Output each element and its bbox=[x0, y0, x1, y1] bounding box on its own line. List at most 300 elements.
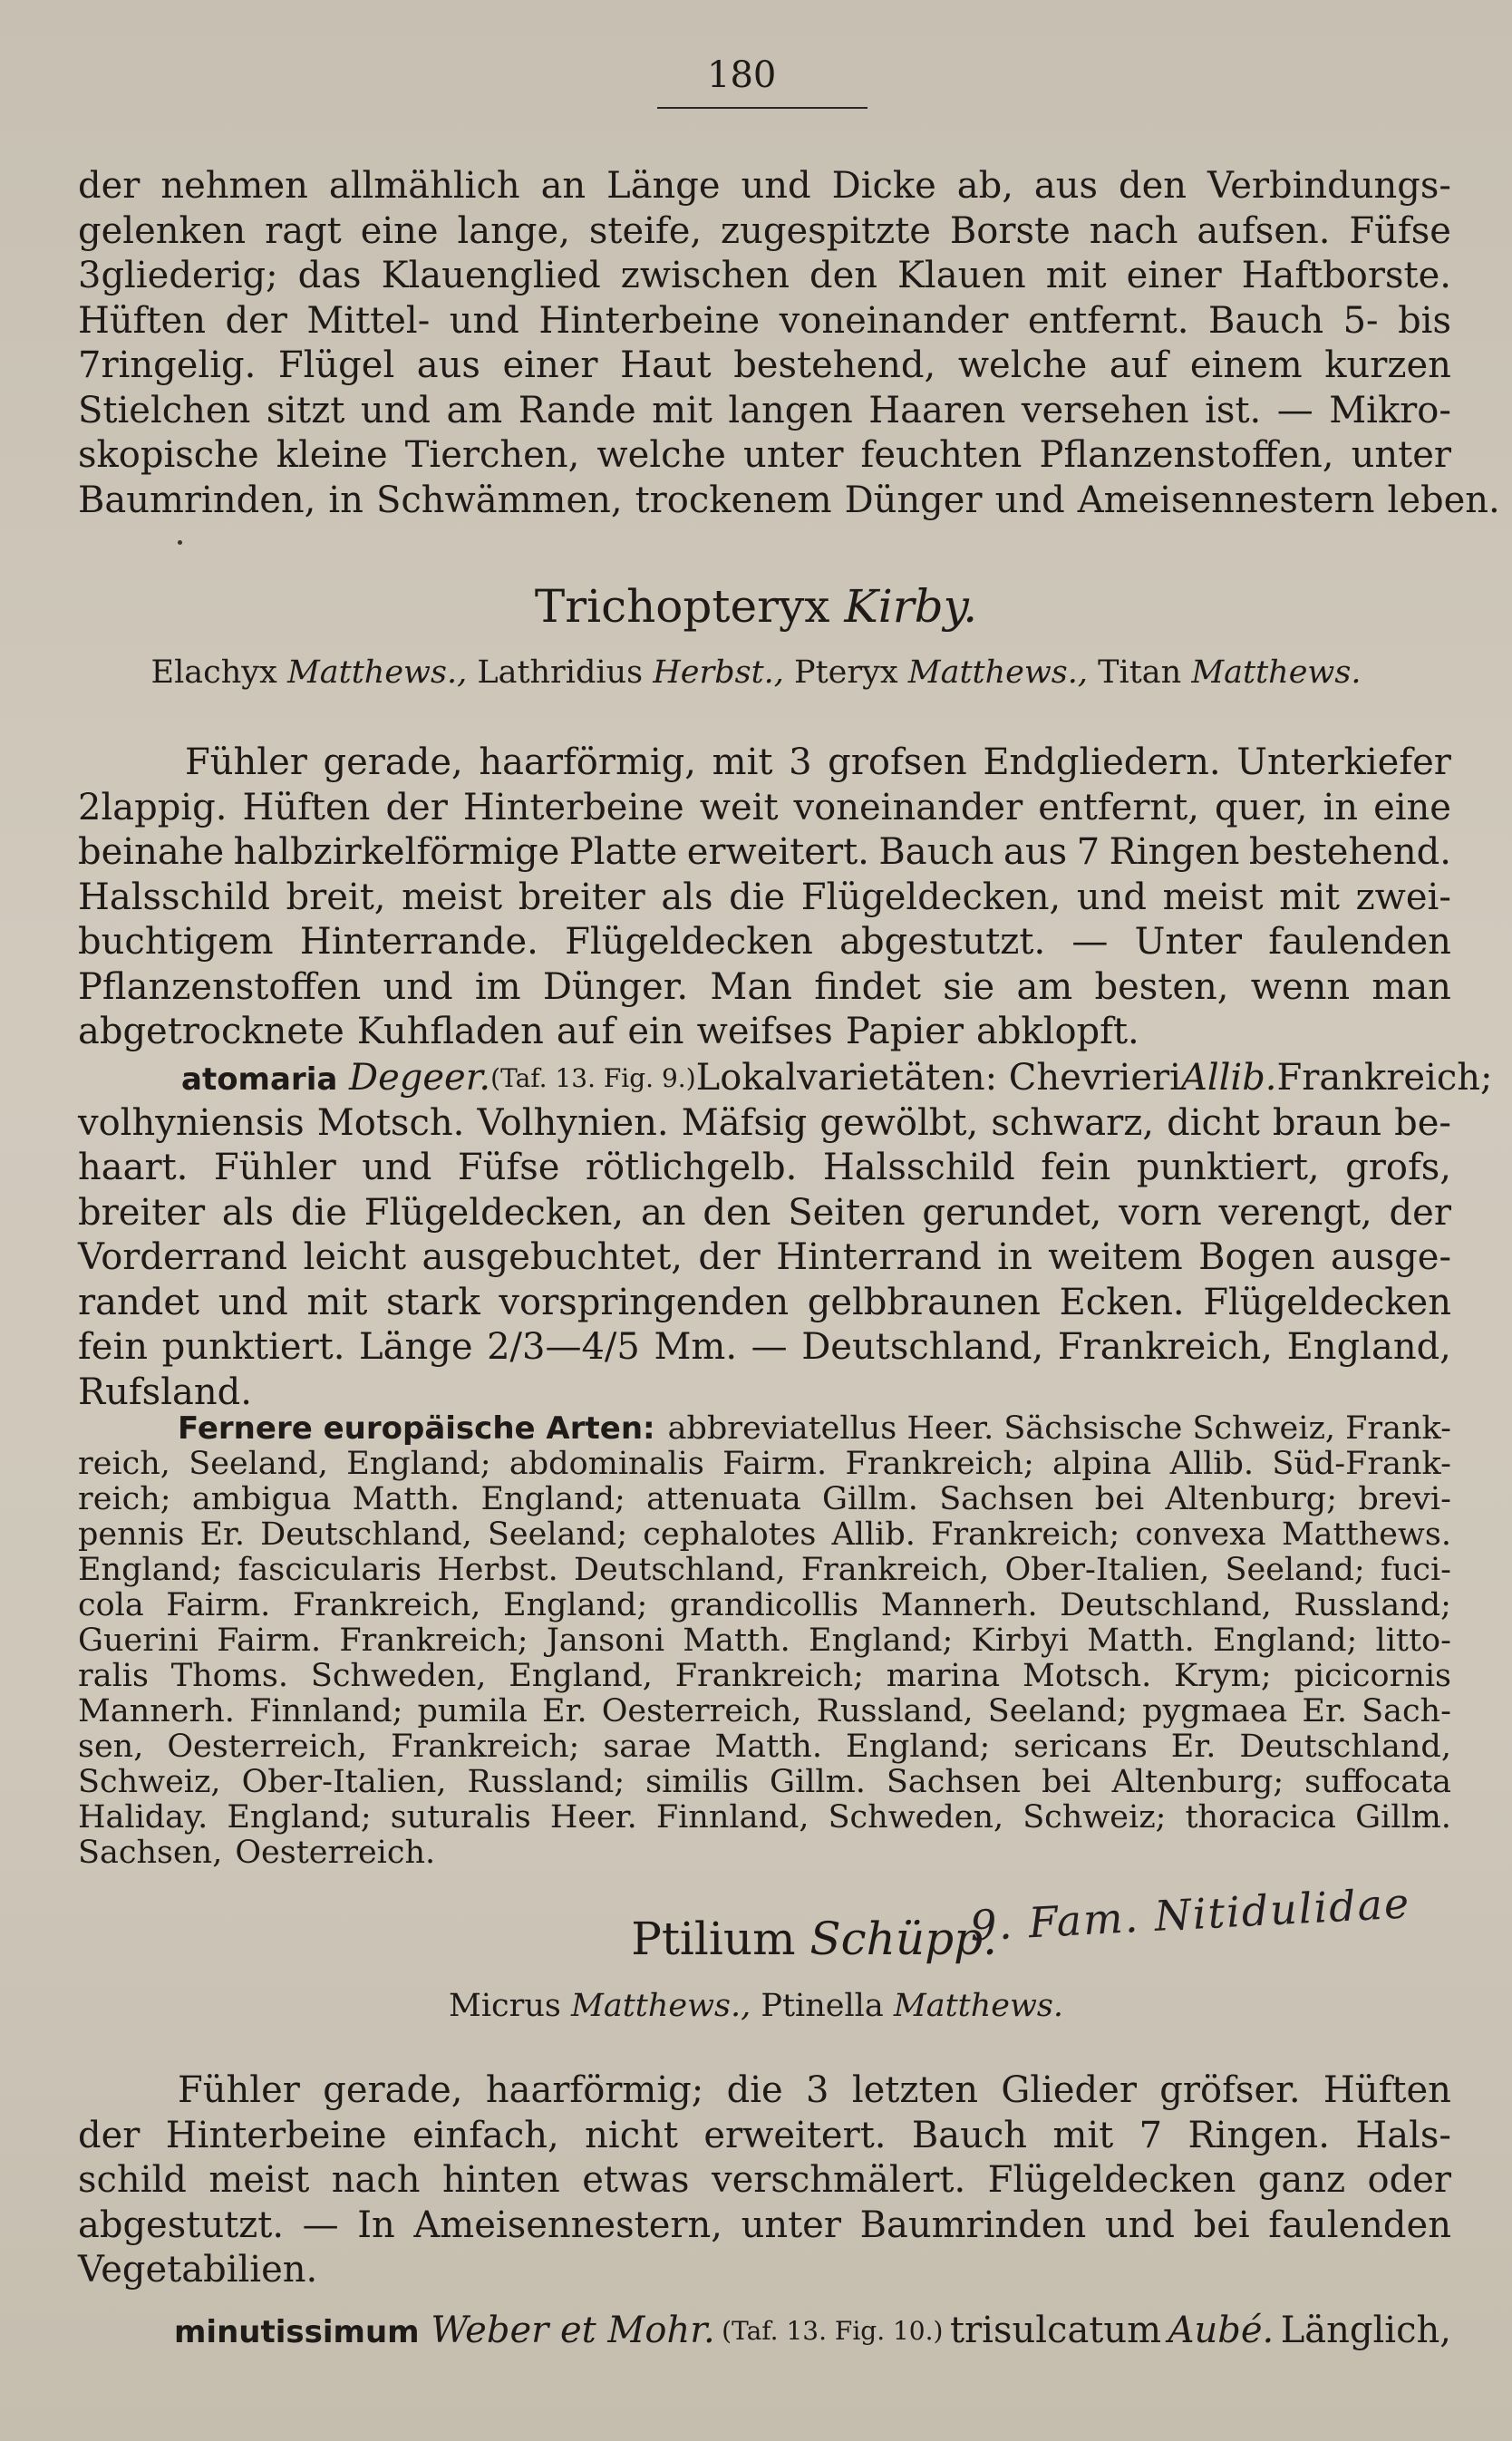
word: Frank- bbox=[1345, 1410, 1451, 1447]
word: gerade, bbox=[323, 2069, 463, 2111]
word: Oesterreich. bbox=[235, 1835, 436, 1871]
word: findet bbox=[814, 965, 921, 1008]
synonym-name: Lathridius bbox=[477, 654, 644, 691]
word: weifses bbox=[696, 1011, 833, 1052]
genus-synonyms bbox=[0, 654, 1512, 691]
text-line bbox=[78, 2248, 1451, 2293]
word: erweitert. bbox=[686, 831, 869, 873]
species-author: Weber et Mohr. bbox=[431, 2310, 715, 2351]
word: schwarz, bbox=[991, 1101, 1155, 1144]
word: 5- bbox=[1342, 299, 1379, 342]
word: skopische bbox=[78, 434, 259, 476]
word: quer, bbox=[1214, 786, 1308, 828]
word: Finnland, bbox=[655, 1799, 809, 1836]
word: halbzirkelförmige bbox=[233, 831, 560, 873]
word: sitzt bbox=[266, 389, 345, 431]
word: Mikro- bbox=[1329, 389, 1451, 431]
word: Fairm. bbox=[166, 1587, 271, 1623]
word: Vorderrand bbox=[78, 1236, 288, 1278]
word: eine bbox=[360, 209, 439, 252]
word: Matth. bbox=[714, 1729, 822, 1765]
word: Volhynien. bbox=[477, 1101, 669, 1144]
word: kleine bbox=[276, 434, 388, 476]
synonym-name: Elachyx bbox=[150, 654, 277, 691]
genus-description bbox=[78, 741, 1451, 1055]
word: pygmaea bbox=[1142, 1693, 1288, 1729]
species-name: atomaria bbox=[181, 1061, 338, 1098]
word: Altenburg; bbox=[1165, 1481, 1337, 1517]
word: Dicke bbox=[831, 165, 936, 207]
word: Hüften bbox=[78, 299, 206, 342]
word: Halsschild bbox=[822, 1147, 1015, 1188]
word: Flügeldecken bbox=[1203, 1281, 1451, 1323]
word: suffocata bbox=[1304, 1764, 1451, 1800]
word: abgestutzt. bbox=[78, 2204, 285, 2246]
text-line bbox=[78, 786, 1451, 831]
word: der bbox=[1389, 1191, 1451, 1234]
word: England; bbox=[227, 1799, 372, 1836]
word: convexa bbox=[1135, 1516, 1266, 1553]
page-number: 180 bbox=[707, 54, 777, 96]
word: der bbox=[385, 786, 448, 828]
word: Mäfsig bbox=[681, 1101, 808, 1144]
word: haart. bbox=[78, 1147, 189, 1188]
word: Gillm. bbox=[1355, 1799, 1451, 1836]
genus-description bbox=[78, 2068, 1451, 2293]
word: entfernt. bbox=[1027, 299, 1189, 342]
word: Haliday. bbox=[78, 1799, 208, 1836]
word: haarförmig, bbox=[479, 741, 697, 783]
word: welche bbox=[596, 434, 726, 476]
word: Baumrinden, bbox=[78, 479, 316, 521]
word: am bbox=[446, 389, 503, 431]
word: Baumrinden bbox=[859, 2204, 1087, 2246]
text-line bbox=[78, 1101, 1451, 1147]
word: Füfse bbox=[1349, 209, 1451, 252]
word: faulenden bbox=[1268, 2204, 1451, 2246]
word: mit bbox=[306, 1281, 368, 1323]
word: ragt bbox=[265, 209, 342, 252]
word: mit bbox=[1045, 255, 1107, 296]
text-line bbox=[78, 1836, 1451, 1871]
word: punktiert. bbox=[161, 1326, 345, 1368]
synonym-author: Matthews., bbox=[907, 654, 1089, 691]
word: wenn bbox=[1250, 965, 1351, 1008]
word: England, bbox=[509, 1658, 653, 1694]
word: bei bbox=[1193, 2204, 1250, 2246]
synonym-name: trisulcatum bbox=[949, 2310, 1162, 2351]
text-line bbox=[78, 876, 1451, 921]
word: vorn bbox=[1119, 1191, 1202, 1234]
word: attenuata bbox=[646, 1481, 801, 1517]
word: Herbst. bbox=[437, 1552, 558, 1588]
word: Heer. bbox=[549, 1799, 637, 1836]
text-line bbox=[78, 965, 1451, 1011]
genus-heading-trichopteryx bbox=[0, 580, 1512, 633]
word: Bauch bbox=[878, 831, 994, 873]
word: similis bbox=[645, 1764, 750, 1800]
word: Klauenglied bbox=[381, 255, 601, 296]
word: Matth. bbox=[683, 1622, 790, 1659]
variety-author: Allib. bbox=[1180, 1057, 1277, 1099]
text-line bbox=[78, 164, 1451, 209]
text-line bbox=[78, 1623, 1451, 1659]
text-line bbox=[78, 2114, 1451, 2159]
synonym-author: Matthews., bbox=[571, 1988, 751, 2024]
species-entry-minutissimum bbox=[78, 2309, 1451, 2354]
varieties-text: Lokalvarietäten: Chevrieri bbox=[695, 1057, 1181, 1099]
word: England; bbox=[78, 1552, 223, 1588]
word: Frankreich, bbox=[292, 1587, 481, 1623]
word: Dünger. bbox=[542, 965, 689, 1008]
word: Deutschland, bbox=[801, 1326, 1044, 1368]
word: 3 bbox=[789, 741, 812, 783]
print-speck bbox=[178, 540, 182, 545]
word: vorspringenden bbox=[499, 1281, 790, 1323]
word: sericans bbox=[1013, 1729, 1148, 1765]
word: Seeland; bbox=[487, 1516, 628, 1553]
word: mit bbox=[712, 741, 773, 783]
word: Krym; bbox=[1174, 1658, 1272, 1694]
word: oder bbox=[1367, 2159, 1451, 2201]
text-line bbox=[78, 1553, 1451, 1588]
word: Finnland; bbox=[249, 1693, 403, 1729]
word: Gillm. bbox=[770, 1764, 866, 1800]
synonym-author: Aubé. bbox=[1168, 2310, 1275, 2351]
word: Deutschland, bbox=[1239, 1729, 1451, 1765]
word: Oesterreich, bbox=[167, 1729, 368, 1765]
word: bei bbox=[1042, 1764, 1091, 1800]
word: Seeland; bbox=[1225, 1552, 1365, 1588]
word: mit bbox=[652, 389, 712, 431]
word: Borste bbox=[949, 209, 1071, 252]
word: Fühler bbox=[178, 2069, 300, 2111]
word: Bauch bbox=[911, 2114, 1028, 2156]
word: punktiert, bbox=[1136, 1147, 1320, 1188]
word: Mm. bbox=[654, 1326, 738, 1368]
word: der bbox=[698, 1236, 761, 1278]
word: etwas bbox=[582, 2159, 690, 2201]
word: gelbbraunen bbox=[807, 1281, 1041, 1323]
word: einer bbox=[1126, 255, 1222, 296]
word: Ober-Italien, bbox=[1004, 1552, 1210, 1588]
word: ralis bbox=[78, 1658, 149, 1694]
word: besten, bbox=[1094, 965, 1229, 1008]
word: einem bbox=[1189, 344, 1303, 386]
word: an bbox=[540, 165, 586, 207]
text-line bbox=[78, 1371, 1451, 1416]
word: nach bbox=[1089, 209, 1178, 252]
word: Rande bbox=[518, 389, 636, 431]
word: in bbox=[328, 479, 363, 521]
word: Man bbox=[710, 965, 792, 1008]
word: Schweden, bbox=[310, 1658, 487, 1694]
word: welche bbox=[957, 344, 1088, 386]
word: und bbox=[383, 965, 453, 1008]
species-name: minutissimum bbox=[174, 2314, 420, 2350]
word: Mannerh. bbox=[880, 1587, 1038, 1623]
word: Unter bbox=[1134, 921, 1242, 963]
word: breiter bbox=[518, 876, 645, 918]
word: Frankreich, bbox=[1057, 1326, 1274, 1368]
word: Russland; bbox=[467, 1764, 625, 1800]
word: abklopft. bbox=[975, 1011, 1139, 1052]
other-species-label: Fernere europäische Arten: bbox=[178, 1410, 655, 1447]
word: abdominalis bbox=[509, 1446, 704, 1482]
word: Rufsland. bbox=[78, 1371, 252, 1413]
word: die bbox=[729, 876, 786, 918]
word: 2/3—4/5 bbox=[487, 1326, 640, 1368]
text-line bbox=[78, 1191, 1451, 1236]
word: Haut bbox=[620, 344, 712, 386]
word: schild bbox=[78, 2159, 187, 2201]
word: Ecken. bbox=[1059, 1281, 1185, 1323]
word: Gillm. bbox=[822, 1481, 918, 1517]
word: Frankreich; bbox=[391, 1729, 580, 1765]
word: Vegetabilien. bbox=[78, 2249, 318, 2291]
word: mit bbox=[1052, 2114, 1114, 2156]
word: Bogen bbox=[1198, 1236, 1315, 1278]
synonym-author: Matthews. bbox=[893, 1988, 1064, 2024]
word: grandicollis bbox=[669, 1587, 859, 1623]
synonym-author: Matthews. bbox=[1191, 654, 1362, 691]
word: und bbox=[994, 479, 1065, 521]
word: brevi- bbox=[1358, 1481, 1451, 1517]
word: Frankreich; bbox=[339, 1622, 528, 1659]
word: Allib. bbox=[831, 1516, 916, 1553]
word: cola bbox=[78, 1587, 144, 1623]
word: bestehend. bbox=[1248, 831, 1451, 873]
word: stark bbox=[385, 1281, 480, 1323]
word: Seiten bbox=[788, 1191, 906, 1234]
word: 7 bbox=[1139, 2114, 1163, 2156]
word: England; bbox=[845, 1729, 991, 1765]
word: abbreviatellus bbox=[667, 1410, 897, 1447]
word: sen, bbox=[78, 1729, 144, 1765]
word: versehen bbox=[1021, 389, 1189, 431]
word: In bbox=[357, 2204, 395, 2246]
word: Unterkiefer bbox=[1236, 741, 1451, 783]
word: rötlichgelb. bbox=[585, 1147, 798, 1188]
word: unter bbox=[741, 2204, 841, 2246]
word: Haaren bbox=[868, 389, 1006, 431]
word: Deutschland, bbox=[260, 1516, 472, 1553]
word: — bbox=[1071, 921, 1109, 963]
variety-region: Frankreich; bbox=[1276, 1057, 1493, 1099]
word: aufsen. bbox=[1197, 209, 1331, 252]
text-line bbox=[78, 1281, 1451, 1326]
word: Ameisennestern, bbox=[413, 2204, 722, 2246]
word: reich; bbox=[78, 1481, 171, 1517]
word: Er. bbox=[1170, 1729, 1216, 1765]
word: den bbox=[1118, 165, 1187, 207]
word: Frankreich; bbox=[845, 1446, 1034, 1482]
word: Frankreich; bbox=[674, 1658, 864, 1694]
text-line bbox=[78, 741, 1451, 786]
word: bis bbox=[1398, 299, 1451, 342]
handwritten-annotation: 9. Fam. Nitidulidae bbox=[968, 1878, 1412, 1951]
word: Hüften bbox=[242, 786, 371, 828]
word: leicht bbox=[303, 1236, 407, 1278]
word: in bbox=[997, 1236, 1032, 1278]
word: Länge bbox=[359, 1326, 473, 1368]
other-species-first-line bbox=[78, 1411, 1451, 1447]
word: aus bbox=[1033, 165, 1099, 207]
genus-author: Kirby. bbox=[844, 580, 978, 633]
word: Frankreich, bbox=[800, 1552, 990, 1588]
text-line bbox=[78, 2158, 1451, 2204]
word: Papier bbox=[845, 1011, 964, 1052]
word: 3 bbox=[806, 2069, 829, 2111]
text-line bbox=[78, 254, 1451, 299]
text-line bbox=[78, 1765, 1451, 1800]
word: Seeland; bbox=[987, 1693, 1128, 1729]
word: fuci- bbox=[1380, 1552, 1451, 1588]
word: Flügeldecken bbox=[565, 921, 813, 963]
word: Sachsen bbox=[939, 1481, 1074, 1517]
word: gerade, bbox=[323, 741, 463, 783]
word: steife, bbox=[588, 209, 703, 252]
text-line bbox=[78, 1482, 1451, 1517]
word: Sach- bbox=[1362, 1693, 1451, 1729]
word: Klauen bbox=[897, 255, 1026, 296]
synonym-name: Ptinella bbox=[761, 1988, 884, 2024]
word: England; bbox=[809, 1622, 954, 1659]
word: und bbox=[1076, 876, 1147, 918]
word: am bbox=[1016, 965, 1073, 1008]
word: Schwämmen, bbox=[375, 479, 623, 521]
word: bei bbox=[1094, 1481, 1145, 1517]
word: weitem bbox=[1048, 1236, 1183, 1278]
word: voneinander bbox=[779, 299, 1009, 342]
word: Jansoni bbox=[546, 1622, 665, 1659]
word: gewölbt, bbox=[819, 1101, 979, 1144]
word: reich, bbox=[78, 1446, 170, 1482]
word: Seeland, bbox=[189, 1446, 328, 1482]
word: letzten bbox=[851, 2069, 978, 2111]
word: dicht bbox=[1167, 1101, 1260, 1144]
word: thoracica bbox=[1185, 1799, 1337, 1836]
word: abgetrocknete bbox=[78, 1011, 344, 1052]
word: ganz bbox=[1257, 2159, 1346, 2201]
word: Thoms. bbox=[170, 1658, 289, 1694]
word: und bbox=[741, 165, 811, 207]
word: 7ringelig. bbox=[78, 344, 257, 386]
word: be- bbox=[1394, 1101, 1451, 1144]
word: England; bbox=[346, 1446, 491, 1482]
word: Süd-Frank- bbox=[1272, 1446, 1451, 1482]
text-line bbox=[78, 1146, 1451, 1191]
word: der bbox=[78, 165, 141, 207]
word: Ober-Italien, bbox=[241, 1764, 447, 1800]
word: weit bbox=[699, 786, 779, 828]
word: aus bbox=[1003, 831, 1068, 873]
word: grofs, bbox=[1345, 1147, 1451, 1188]
word: nehmen bbox=[160, 165, 308, 207]
word: Schweiz; bbox=[1023, 1799, 1167, 1836]
word: ein bbox=[627, 1011, 684, 1052]
synonym-author: Herbst., bbox=[653, 654, 784, 691]
word: Sachsen bbox=[886, 1764, 1022, 1800]
word: Endgliedern. bbox=[983, 741, 1221, 783]
text-line bbox=[78, 344, 1451, 389]
species-entry-atomaria bbox=[78, 1056, 1493, 1415]
word: in bbox=[1323, 786, 1359, 828]
word: verengt, bbox=[1218, 1191, 1372, 1234]
word: Motsch. bbox=[316, 1101, 465, 1144]
word: das bbox=[297, 255, 362, 296]
word: Er. bbox=[542, 1693, 587, 1729]
text-line bbox=[78, 389, 1451, 434]
word: Hüften bbox=[1323, 2069, 1451, 2111]
word: zwischen bbox=[620, 255, 790, 296]
word: als bbox=[221, 1191, 275, 1234]
word: Pflanzenstoffen, bbox=[1039, 434, 1334, 476]
word: langen bbox=[728, 389, 853, 431]
word: voneinander bbox=[793, 786, 1023, 828]
word: gerundet, bbox=[922, 1191, 1102, 1234]
text-line bbox=[78, 299, 1451, 344]
text-line bbox=[78, 2204, 1451, 2249]
word: ist. bbox=[1205, 389, 1262, 431]
synonym-name: Micrus bbox=[448, 1988, 561, 2024]
word: zwei- bbox=[1355, 876, 1451, 918]
word: auf bbox=[1109, 344, 1168, 386]
text-line bbox=[78, 1588, 1451, 1623]
word: Russland; bbox=[1294, 1587, 1451, 1623]
word: Sächsische bbox=[1003, 1410, 1183, 1447]
text-line bbox=[78, 209, 1451, 255]
figure-reference: (Taf. 13. Fig. 9.) bbox=[490, 1063, 696, 1093]
word: fein bbox=[78, 1326, 149, 1368]
word: Hinterrand bbox=[776, 1236, 982, 1278]
word: Flügeldecken bbox=[987, 2159, 1236, 2201]
word: — bbox=[302, 2204, 339, 2246]
word: Kirbyi bbox=[971, 1622, 1069, 1659]
word: pennis bbox=[78, 1516, 185, 1553]
text-line bbox=[78, 479, 1500, 524]
word: braun bbox=[1272, 1101, 1382, 1144]
word: Hinterrande. bbox=[299, 921, 538, 963]
word: volhyniensis bbox=[78, 1101, 305, 1144]
word: entfernt, bbox=[1038, 786, 1199, 828]
text-line bbox=[78, 1694, 1451, 1729]
word: Motsch. bbox=[1022, 1658, 1152, 1694]
word: Platte bbox=[568, 831, 678, 873]
text-line bbox=[668, 1411, 1451, 1447]
word: — bbox=[1276, 389, 1313, 431]
word: Schweden, bbox=[828, 1799, 1004, 1836]
species-author: Degeer. bbox=[349, 1057, 491, 1099]
word: kurzen bbox=[1324, 344, 1451, 386]
word: an bbox=[640, 1191, 686, 1234]
word: den bbox=[703, 1191, 771, 1234]
synonym-name: Titan bbox=[1098, 654, 1182, 691]
word: breiter bbox=[78, 1191, 206, 1234]
word: Altenburg; bbox=[1111, 1764, 1284, 1800]
word: nach bbox=[331, 2159, 421, 2201]
word: Halsschild bbox=[78, 876, 270, 918]
figure-reference: (Taf. 13. Fig. 10.) bbox=[722, 2316, 944, 2346]
genus-synonyms bbox=[0, 1988, 1512, 2024]
word: cephalotes bbox=[643, 1516, 817, 1553]
genus-name: Ptilium bbox=[631, 1913, 796, 1965]
other-species-paragraph bbox=[78, 1411, 1451, 1871]
word: England; bbox=[502, 1587, 648, 1623]
text-line bbox=[78, 1235, 1451, 1281]
word: Ringen. bbox=[1187, 2114, 1330, 2156]
word: Russland, bbox=[816, 1693, 974, 1729]
